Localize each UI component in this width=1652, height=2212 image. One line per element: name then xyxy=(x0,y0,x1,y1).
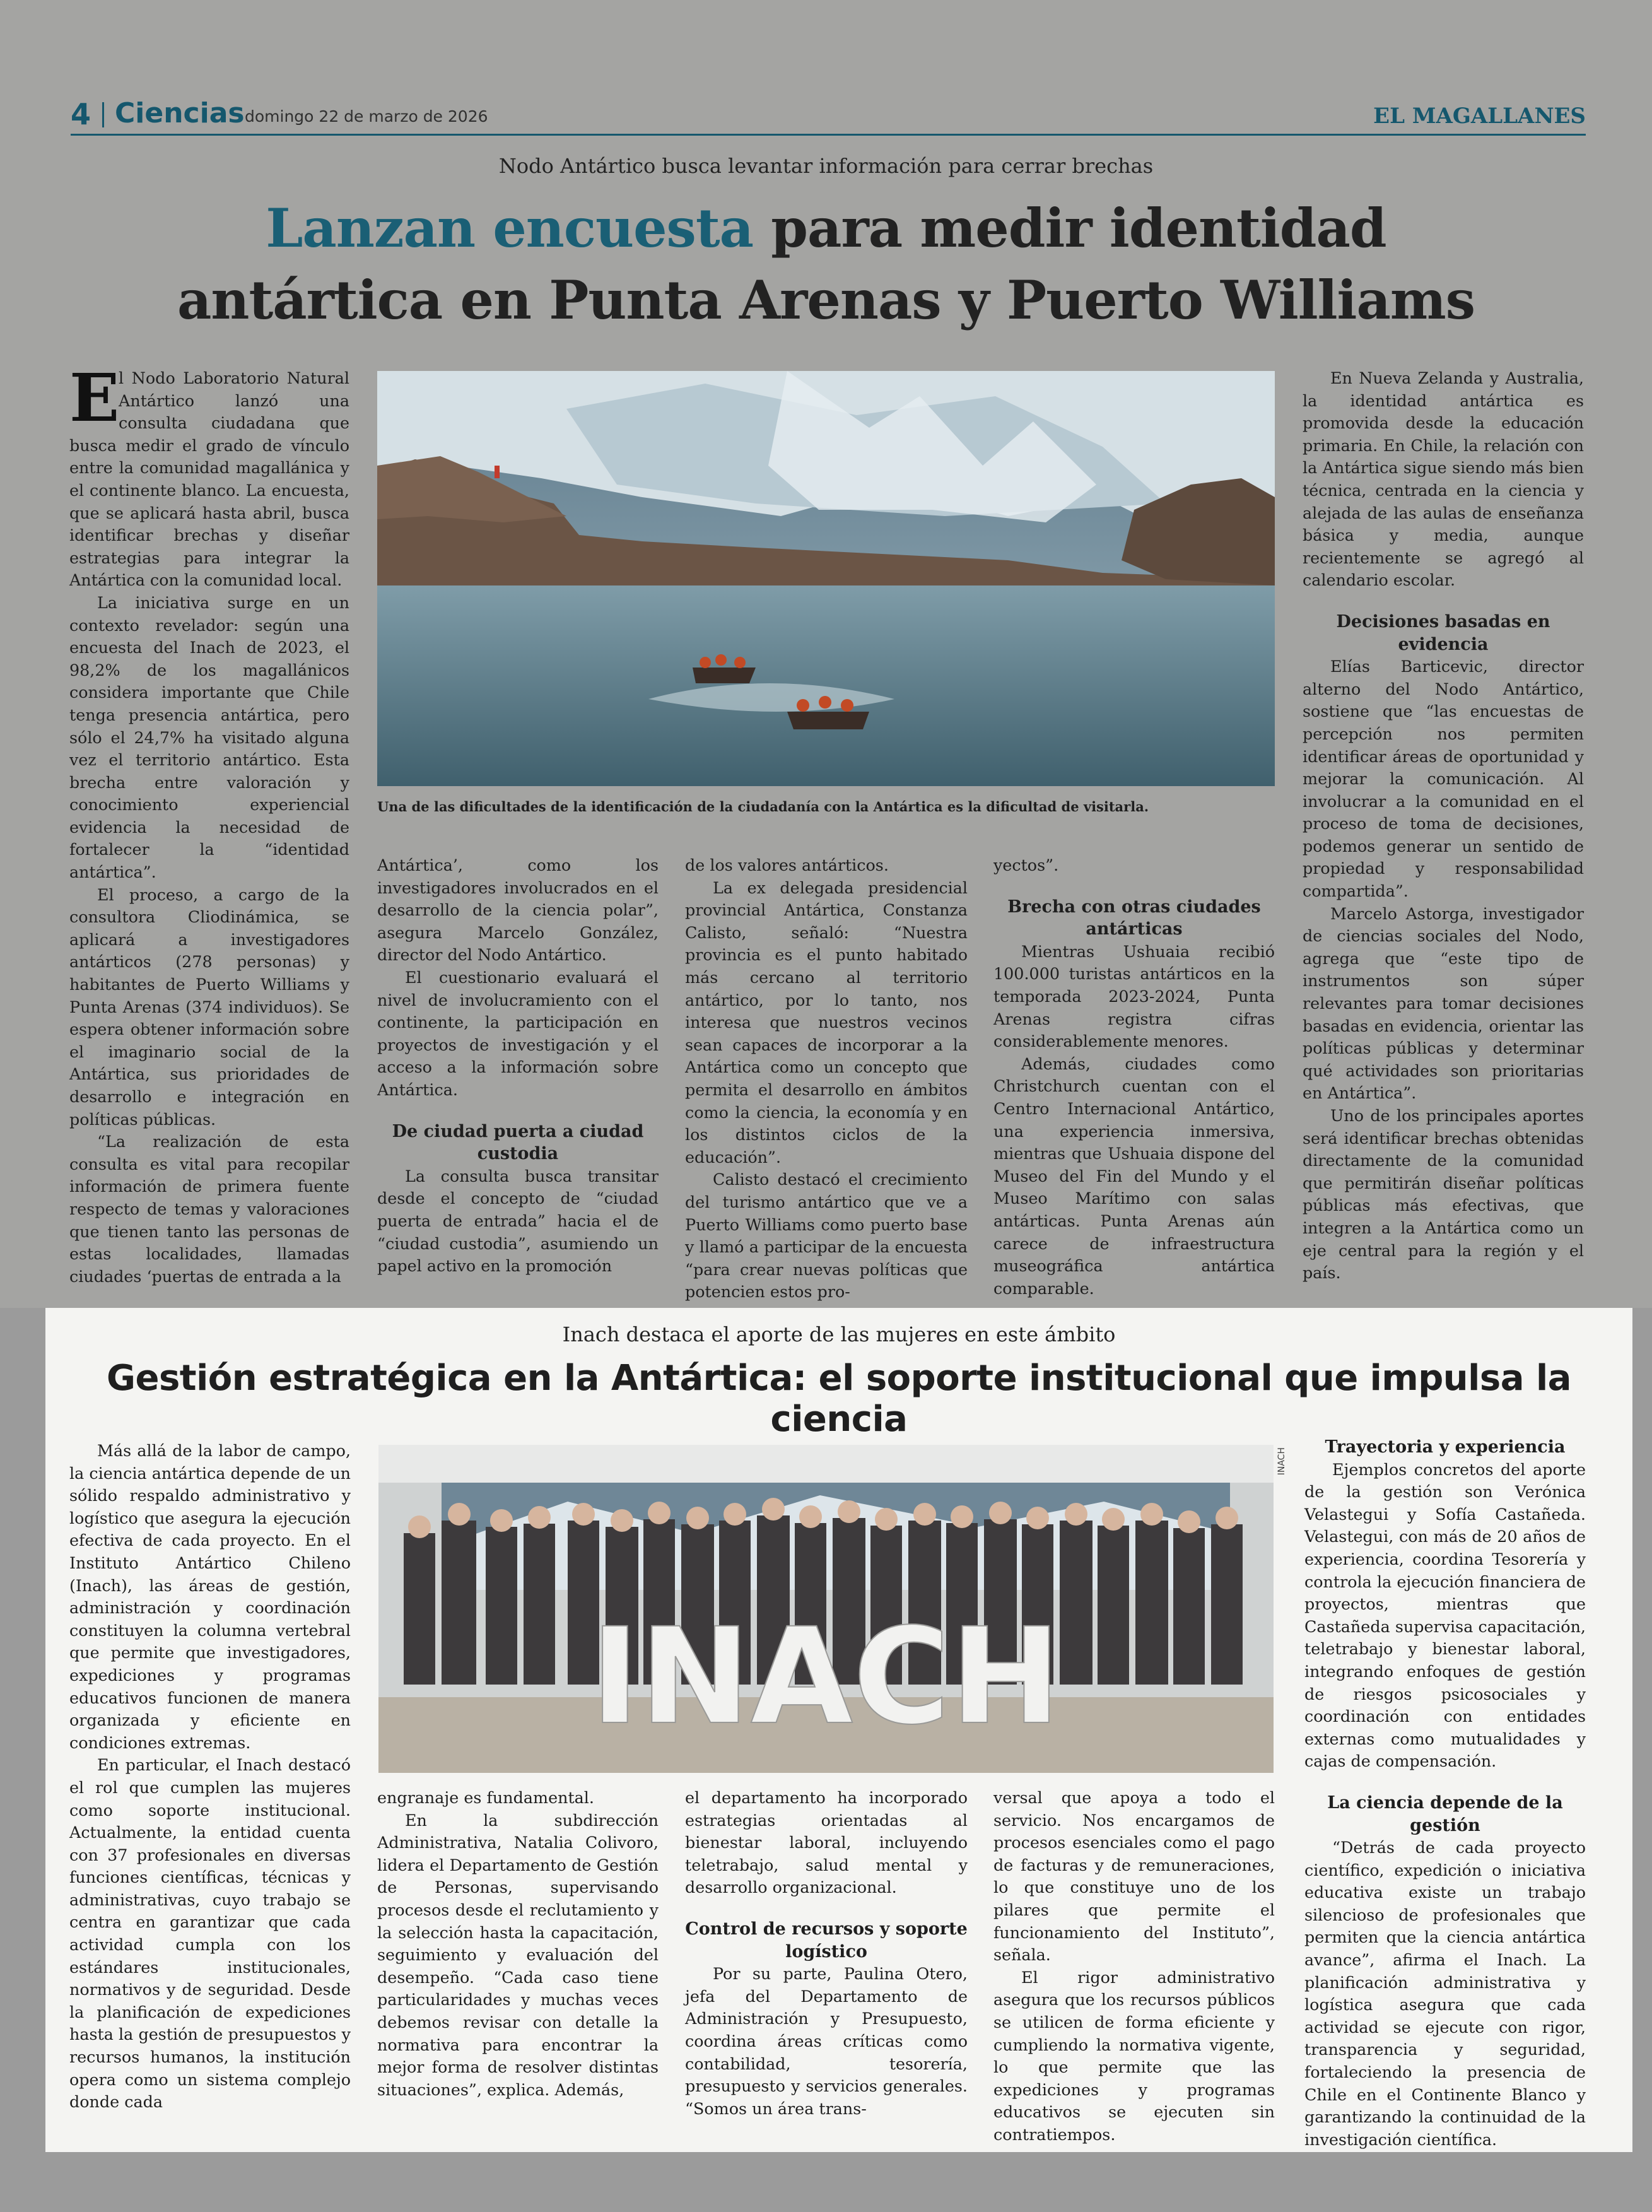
headline-line1: para medir identidad xyxy=(753,197,1386,259)
paragraph: engranaje es fundamental. xyxy=(377,1788,594,1807)
paragraph: El proceso, a cargo de la consultora Cliodinámica, se aplicará a investigadores antárticos (278 personas) y habitantes de Puerto Williams y Punta Arenas (374 individuos). Se espera obtener información sobre el imaginario social de la Antártica, sus prioridades de desarrollo e integración en políticas públicas. xyxy=(69,885,349,1129)
paragraph: Antártica’, como los investigadores involucrados en el desarrollo de la ciencia polar”, asegura Marcelo González, director del Nodo Antártico. xyxy=(377,856,659,965)
paragraph: La iniciativa surge en un contexto revelador: según una encuesta del Inach de 2023, el 98,2% de los magallánicos considera importante que Chile tenga presencia antártica, pero sólo el 24,7% ha visitado alguna vez el territorio antártico. Esta brecha entre valoración y conocimiento experiencial evidencia la necesidad de fortalecer la “identidad antártica”. xyxy=(69,592,349,882)
paragraph: Por su parte, Paulina Otero, jefa del Departamento de Administración y Presupuesto, coordina áreas críticas como contabilidad, tesorería, presupuesto y servicios generales. “Somos un área trans- xyxy=(685,1964,968,2118)
article2-column-5 xyxy=(1304,1436,1586,2149)
photo-caption: Una de las dificultades de la identificación de la ciudadanía con la Antártica es la dificultad de visitarla. xyxy=(377,799,1149,815)
paragraph: Calisto destacó el crecimiento del turismo antártico que ve a Puerto Williams como puerto base y llamó a participar de la encuesta “para crear nuevas políticas que potencien estos pro- xyxy=(685,1170,968,1302)
article1-headline xyxy=(0,192,1652,336)
page-header xyxy=(71,95,1586,132)
paragraph: Elías Barticevic, director alterno del Nodo Antártico, sostiene que “las encuestas de percepción nos permiten identificar áreas de oportunidad y mejorar la comunicación. Al involucrar a la comunidad en el proceso de toma de decisiones, podemos generar un sentido de propiedad y responsabilidad compartida”. xyxy=(1303,657,1584,901)
subheading: De ciudad puerta a ciudad custodia xyxy=(392,1121,644,1164)
article1-column-2 xyxy=(377,854,659,1302)
paragraph: La consulta busca transitar desde el concepto de “ciudad puerta de entrada” hacia el de “ciudad custodia”, asumiendo un papel activo en la promoción xyxy=(377,1166,659,1276)
article1-column-1 xyxy=(69,359,349,1301)
paragraph: de los valores antárticos. xyxy=(685,856,889,874)
article1-kicker: Nodo Antártico busca levantar información para cerrar brechas xyxy=(498,154,1154,178)
paragraph: “Detrás de cada proyecto científico, expedición o iniciativa educativa existe un trabajo silencioso de profesionales que permiten que la ciencia antártica avance”, afirma el Inach. La planificación administrativa y logística asegura que cada actividad se ejecute con rigor, transparencia y seguridad, fortaleciendo la presencia de Chile en el Continente Blanco y garantizando la continuidad de la investigación científica. xyxy=(1304,1838,1586,2149)
article2-column-3 xyxy=(685,1787,968,2121)
paragraph: En la subdirección Administrativa, Natalia Colivoro, lidera el Departamento de Gestión de Personas, supervisando procesos desde el reclutamiento y la selección hasta la capacitación, seguimiento y evaluación del desempeño. “Cada caso tiene particularidades y muchas veces debemos revisar con detalle la normativa para encontrar la mejor forma de resolver distintas situaciones”, explica. Además, xyxy=(377,1810,659,2099)
paragraph: El cuestionario evaluará el nivel de involucramiento con el continente, la participación en proyectos de investigación y el acceso a la información sobre Antártica. xyxy=(377,967,659,1099)
header-divider xyxy=(102,102,104,127)
antarctic-landscape-photo xyxy=(377,371,1275,786)
antarctic-photo-illustration xyxy=(377,371,1275,786)
paragraph: “La realización de esta consulta es vital para recopilar información de primera fuente respecto de temas y valoraciones que tienen tanto las personas de estas localidades, llamadas ciudades ‘puertas de entrada a la xyxy=(69,1132,349,1286)
paragraph: En Nueva Zelanda y Australia, la identidad antártica es promovida desde la educación primaria. En Chile, la relación con la Antártica sigue siendo más bien técnica, centrada en la ciencia y alejada de las aulas de enseñanza básica y media, aunque recientemente se agregó al calendario escolar. xyxy=(1303,368,1584,590)
article1-column-5 xyxy=(1303,367,1584,1301)
paragraph: En particular, el Inach destacó el rol que cumplen las mujeres como soporte institucional. Actualmente, la entidad cuenta con 37 profesionales en diversas funciones científicas, técnicas y administrativas, cuyo trabajo se centra en garantizar que cada actividad cumpla con los estándares institucionales, normativos y de seguridad. Desde la planificación de expediciones hasta la gestión de presupuestos y recursos humanos, la institución opera como un sistema complejo donde cada xyxy=(69,1755,351,2112)
subheading: Brecha con otras ciudades antárticas xyxy=(1007,897,1261,939)
subheading: Control de recursos y soporte logístico xyxy=(685,1919,968,1962)
inach-photo-illustration xyxy=(378,1445,1274,1773)
inach-sign: INACH xyxy=(590,1599,1062,1754)
article2-column-1 xyxy=(69,1440,351,2121)
subheading: Trayectoria y experiencia xyxy=(1325,1437,1566,1457)
article1-column-3 xyxy=(685,854,968,1302)
paragraph: versal que apoya a todo el servicio. Nos encargamos de procesos esenciales como el pago de facturas y de remuneraciones, lo que constituye uno de los pilares que permite el funcionamiento del Instituto”, señala. xyxy=(993,1788,1275,1965)
photo-credit: INACH xyxy=(1277,1447,1287,1476)
page-number: 4 xyxy=(71,97,91,131)
headline-highlight: Lanzan encuesta xyxy=(266,197,754,259)
issue-date: domingo 22 de marzo de 2026 xyxy=(245,107,488,126)
paragraph: yectos”. xyxy=(993,856,1059,874)
paragraph: Además, ciudades como Christchurch cuentan con el Centro Internacional Antártico, una experiencia inmersiva, mientras que Ushuaia dispone del Museo del Fin del Mundo y el Museo Marítimo con salas antárticas. Punta Arenas aún carece de infraestructura museográfica antártica comparable. xyxy=(993,1054,1275,1298)
dropcap: E xyxy=(69,359,120,437)
section-name: Ciencias xyxy=(115,97,245,129)
paragraph: Marcelo Astorga, investigador de ciencias sociales del Nodo, agrega que “este tipo de instrumentos son súper relevantes para tomar decisiones basadas en evidencia, orientar las políticas públicas y determinar qué actividades son prioritarias en Antártica”. xyxy=(1303,903,1584,1103)
paragraph: el departamento ha incorporado estrategias orientadas al bienestar laboral, incluyendo teletrabajo, salud mental y desarrollo organizacional. xyxy=(685,1788,968,1897)
article2-column-4 xyxy=(993,1787,1275,2144)
article2-headline: Gestión estratégica en la Antártica: el soporte institucional que impulsa la ciencia xyxy=(107,1358,1571,1440)
header-rule xyxy=(71,134,1586,136)
article1-column-4 xyxy=(993,854,1275,1302)
paragraph: Mientras Ushuaia recibió 100.000 turistas antárticos en la temporada 2023-2024, Punta Arenas registra cifras considerablemente menores. xyxy=(993,941,1275,1051)
paragraph: Más allá de la labor de campo, la ciencia antártica depende de un sólido respaldo administrativo y logístico que asegura la ejecución efectiva de cada proyecto. En el Instituto Antártico Chileno (Inach), las áreas de gestión, administración y coordinación constituyen la columna vertebral que permite que investigadores, expediciones y programas educativos funcionen de manera organizada y eficiente en condiciones extremas. xyxy=(69,1441,351,1752)
paragraph: Ejemplos concretos del aporte de la gestión son Verónica Velastegui y Sofía Castañeda. Velastegui, con más de 20 años de experiencia, coordina Tesorería y controla la ejecución financiera de proyectos, mientras que Castañeda supervisa capacitación, teletrabajo y bienestar laboral, integrando enfoques de gestión de riesgos psicosociales y coordinación con entidades externas como mutualidades y cajas de compensación. xyxy=(1304,1459,1586,1771)
inach-group-photo xyxy=(378,1445,1274,1773)
article2-column-2 xyxy=(377,1787,659,2121)
newspaper-name: EL MAGALLANES xyxy=(1373,103,1586,129)
paragraph: l Nodo Laboratorio Natural Antártico lanzó una consulta ciudadana que busca medir el grado de vínculo entre la comunidad magallánica y el continente blanco. La encuesta, que se aplicará hasta abril, busca identificar brechas y diseñar estrategias para integrar la Antártica con la comunidad local. xyxy=(69,368,349,590)
paragraph: El rigor administrativo asegura que los recursos públicos se utilicen de forma eficiente y cumpliendo la normativa vigente, lo que permite que las expediciones y programas educativos se ejecuten sin contratiempos. xyxy=(993,1967,1275,2144)
subheading: La ciencia depende de la gestión xyxy=(1327,1792,1563,1835)
headline-line2: antártica en Punta Arenas y Puerto Williams xyxy=(177,269,1475,331)
subheading: Decisiones basadas en evidencia xyxy=(1336,611,1550,654)
paragraph: La ex delegada presidencial provincial Antártica, Constanza Calisto, señaló: “Nuestra provincia es el punto habitado más cercano al territorio antártico, por lo tanto, nos interesa que nuestros vecinos sean capaces de incorporar a la Antártica como un concepto que permita el desarrollo en ámbitos como la ciencia, la economía y en los distintos ciclos de la educación”. xyxy=(685,878,968,1167)
article2-kicker: Inach destaca el aporte de las mujeres en este ámbito xyxy=(562,1322,1116,1346)
paragraph: Uno de los principales aportes será identificar brechas obtenidas directamente de la comunidad que permitirán diseñar políticas públicas más efectivas, que integren a la Antártica como un eje central para la región y el país. xyxy=(1303,1106,1584,1283)
